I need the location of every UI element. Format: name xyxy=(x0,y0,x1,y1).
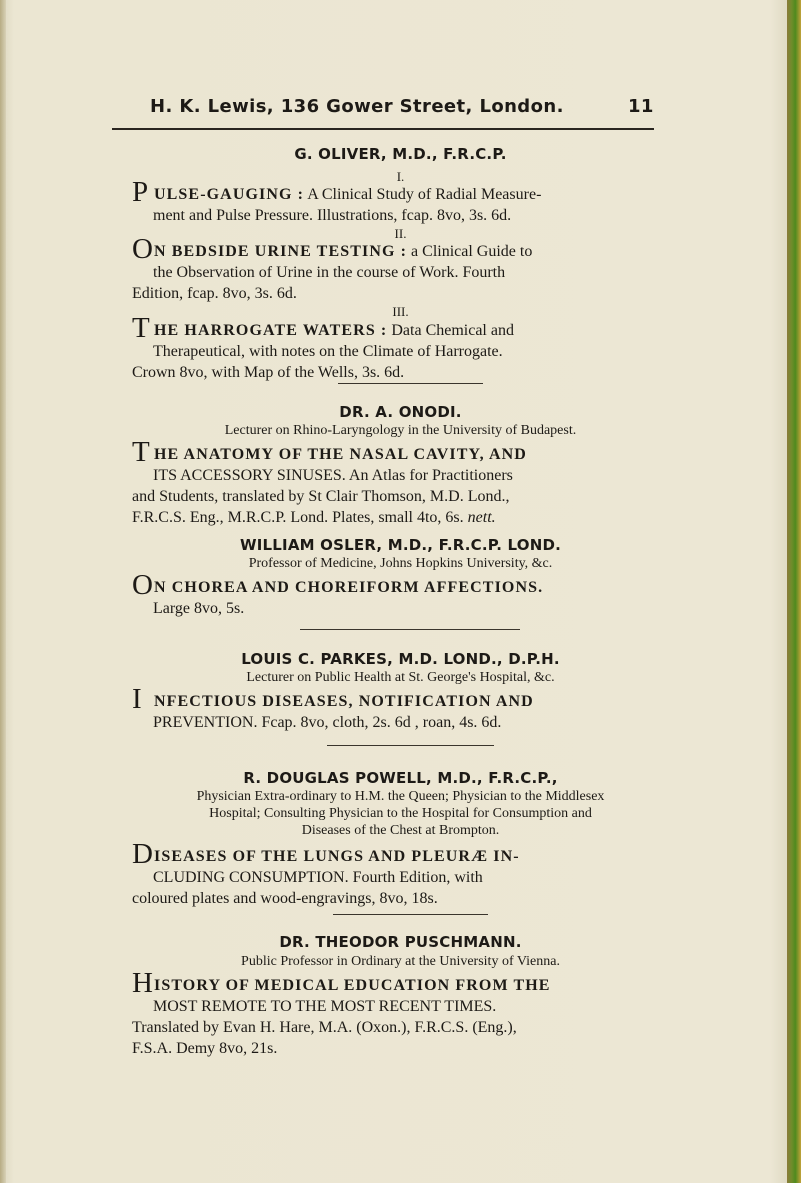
author-heading-osler: WILLIAM OSLER, M.D., F.R.C.P. LOND. xyxy=(240,536,561,554)
header-title: H. K. Lewis, 136 Gower Street, London. xyxy=(150,96,564,117)
drop-cap: H xyxy=(132,967,153,999)
entry-title: N CHOREA AND CHOREIFORM AFFECTIONS. xyxy=(154,579,544,596)
entry-numeral: I. xyxy=(396,169,405,184)
entry-text: MOST REMOTE TO THE MOST RECENT TIMES. xyxy=(153,998,497,1015)
author-heading-powell: R. DOUGLAS POWELL, M.D., F.R.C.P., xyxy=(243,769,558,787)
author-subtitle: Diseases of the Chest at Brompton. xyxy=(301,823,500,838)
section-divider xyxy=(338,383,483,384)
author-heading-puschmann: DR. THEODOR PUSCHMANN. xyxy=(279,933,522,951)
entry-numeral: II. xyxy=(394,226,407,241)
entry-title: NFECTIOUS DISEASES, NOTIFICATION AND xyxy=(154,693,534,710)
entry-text: a Clinical Guide to xyxy=(407,243,533,260)
drop-cap: P xyxy=(132,176,149,208)
entry-text: the Observation of Urine in the course of Work. Fourth xyxy=(153,264,506,281)
entry-chorea xyxy=(132,569,662,619)
author-subtitle: Hospital; Consulting Physician to the Hospital for Consumption and xyxy=(209,806,592,821)
entry-infectious-diseases xyxy=(132,683,662,733)
running-header xyxy=(150,96,654,117)
page-number: 11 xyxy=(628,96,654,117)
entry-title: HE ANATOMY OF THE NASAL CAVITY, AND xyxy=(154,446,527,463)
entry-text: Large 8vo, 5s. xyxy=(153,600,245,617)
drop-cap: O xyxy=(132,569,153,601)
entry-text: A Clinical Study of Radial Measure- xyxy=(304,186,542,203)
entry-title: ULSE-GAUGING : xyxy=(154,186,305,203)
drop-cap: T xyxy=(132,436,150,468)
entry-text-italic: nett. xyxy=(467,509,496,526)
entry-title: N BEDSIDE URINE TESTING : xyxy=(154,243,408,260)
author-subtitle: Professor of Medicine, Johns Hopkins University, &c. xyxy=(248,556,553,571)
entry-title: ISEASES OF THE LUNGS AND PLEURÆ IN- xyxy=(154,848,520,865)
entry-text: F.S.A. Demy 8vo, 21s. xyxy=(132,1040,278,1057)
entry-title: HE HARROGATE WATERS : xyxy=(154,322,388,339)
entry-text: Data Chemical and xyxy=(387,322,514,339)
author-heading-parkes: LOUIS C. PARKES, M.D. LOND., D.P.H. xyxy=(241,650,560,668)
author-subtitle: Lecturer on Rhino-Laryngology in the University of Budapest. xyxy=(224,423,577,438)
entry-text: CLUDING CONSUMPTION. Fourth Edition, with xyxy=(153,869,483,886)
entry-text: coloured plates and wood-engravings, 8vo, 18s. xyxy=(132,890,438,907)
entry-title: ISTORY OF MEDICAL EDUCATION FROM THE xyxy=(154,977,551,994)
author-subtitle: Lecturer on Public Health at St. George's Hospital, &c. xyxy=(246,670,555,685)
author-subtitle: Public Professor in Ordinary at the University of Vienna. xyxy=(241,954,560,969)
entry-text: PREVENTION. Fcap. 8vo, cloth, 2s. 6d , roan, 4s. 6d. xyxy=(153,714,502,731)
header-rule xyxy=(112,128,654,130)
entry-numeral: III. xyxy=(392,304,409,319)
section-divider xyxy=(333,914,488,915)
entry-text: ITS ACCESSORY SINUSES. An Atlas for Practitioners xyxy=(153,467,513,484)
author-heading-onodi: DR. A. ONODI. xyxy=(339,403,462,421)
section-divider xyxy=(300,629,520,630)
entry-text: Edition, fcap. 8vo, 3s. 6d. xyxy=(132,285,297,302)
drop-cap: O xyxy=(132,233,153,265)
entry-text: F.R.C.S. Eng., M.R.C.P. Lond. Plates, small 4to, 6s. xyxy=(132,509,468,526)
section-divider xyxy=(327,745,494,746)
entry-text: ment and Pulse Pressure. Illustrations, fcap. 8vo, 3s. 6d. xyxy=(153,207,512,224)
entry-anatomy-nasal-cavity xyxy=(132,436,662,528)
drop-cap: D xyxy=(132,838,153,870)
entry-text: and Students, translated by St Clair Thomson, M.D. Lond., xyxy=(132,488,510,505)
entry-history-medical-education xyxy=(132,967,662,1059)
drop-cap: I xyxy=(132,683,142,715)
drop-cap: T xyxy=(132,312,150,344)
entry-text: Translated by Evan H. Hare, M.A. (Oxon.), F.R.C.S. (Eng.), xyxy=(132,1019,517,1036)
author-subtitle: Physician Extra-ordinary to H.M. the Queen; Physician to the Middlesex xyxy=(196,789,605,804)
entry-pulse-gauging xyxy=(132,176,662,226)
entry-text: Crown 8vo, with Map of the Wells, 3s. 6d. xyxy=(132,364,405,381)
author-heading-oliver: G. OLIVER, M.D., F.R.C.P. xyxy=(294,145,507,163)
entry-harrogate-waters xyxy=(132,312,662,383)
entry-text: Therapeutical, with notes on the Climate of Harrogate. xyxy=(153,343,503,360)
entry-diseases-of-lungs xyxy=(132,838,662,909)
